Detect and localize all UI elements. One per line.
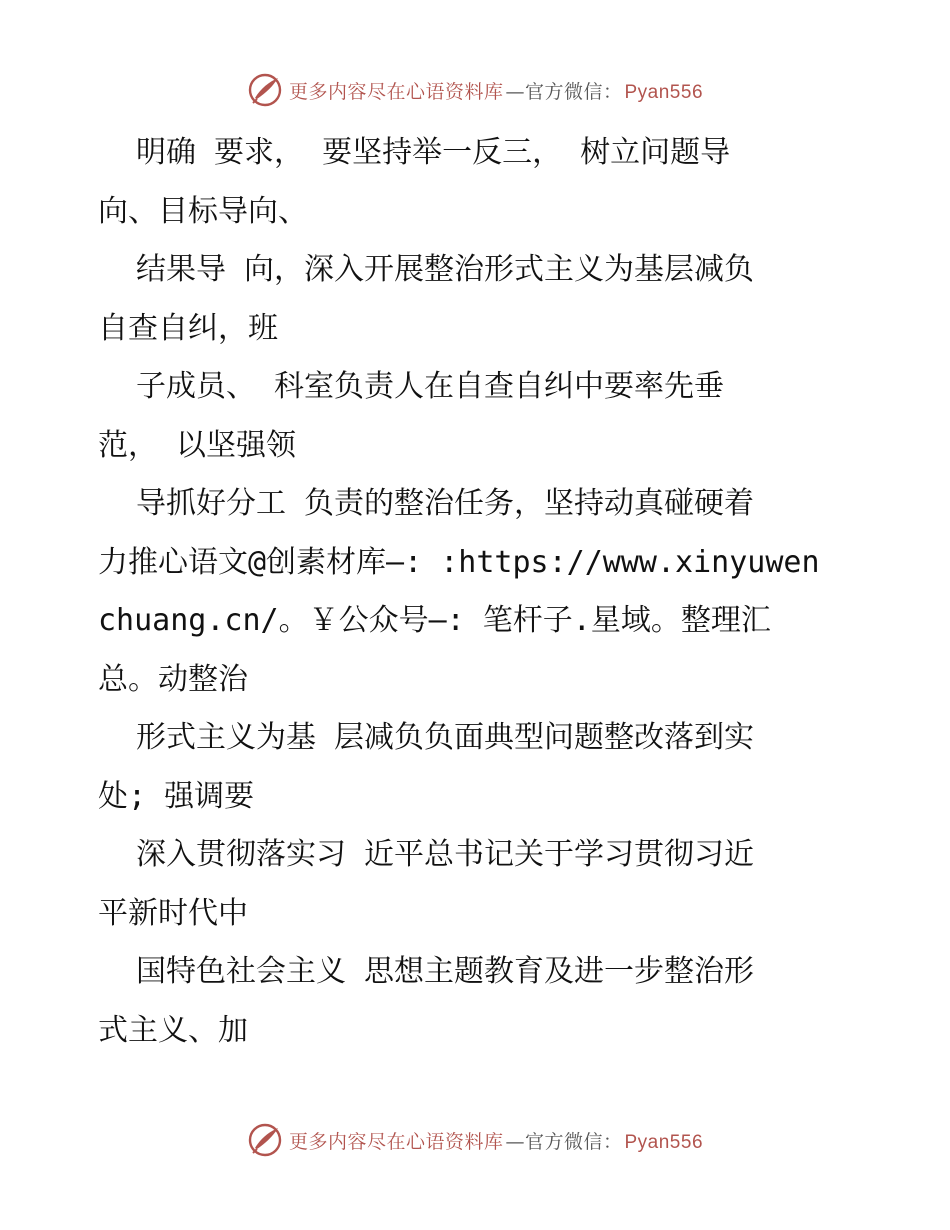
banner-brand: 更多内容尽在心语资料库 — [288, 80, 504, 103]
paragraph-line: 明确 要求， 要坚持举一反三， 树立问题导 — [136, 135, 731, 170]
quill-pen-logo-icon — [247, 1122, 283, 1158]
banner-text — [289, 77, 703, 104]
paragraph-line: 式主义、加 — [98, 1012, 248, 1048]
footer-banner — [0, 1118, 950, 1162]
paragraph-line: 子成员、 科室负责人在自查自纠中要率先垂 — [136, 369, 725, 404]
banner-handle: Pyan556 — [624, 81, 704, 103]
banner-tail: —官方微信： — [505, 80, 623, 103]
document-body — [98, 124, 858, 1060]
paragraph-line: 总。动整治 — [98, 661, 248, 697]
banner-handle: Pyan556 — [624, 1131, 704, 1153]
header-banner — [0, 68, 950, 112]
paragraph-line: 结果导 向，深入开展整治形式主义为基层减负 — [136, 252, 755, 287]
paragraph-line: 深入贯彻落实习 近平总书记关于学习贯彻习近 — [136, 837, 755, 872]
paragraph-line: 国特色社会主义 思想主题教育及进一步整治形 — [136, 954, 755, 989]
paragraph-line: 范， 以坚强领 — [98, 427, 297, 463]
paragraph-line: 自查自纠，班 — [98, 310, 278, 346]
paragraph-line: 导抓好分工 负责的整治任务，坚持动真碰硬着 — [136, 486, 755, 521]
paragraph-line: chuang.cn/。￥公众号—: 笔杆子.星域。整理汇 — [98, 603, 771, 638]
paragraph-line: 力推心语文@创素材库—: :https://www.xinyuwen — [98, 544, 820, 580]
banner-text — [289, 1127, 703, 1154]
paragraph-line: 处; 强调要 — [98, 778, 255, 814]
paragraph-line: 平新时代中 — [98, 895, 248, 931]
banner-tail: —官方微信： — [505, 1130, 623, 1153]
paragraph-line: 向、目标导向、 — [98, 193, 308, 229]
paragraph-line: 形式主义为基 层减负负面典型问题整改落到实 — [136, 720, 755, 755]
quill-pen-logo-icon — [247, 72, 283, 108]
banner-brand: 更多内容尽在心语资料库 — [288, 1130, 504, 1153]
